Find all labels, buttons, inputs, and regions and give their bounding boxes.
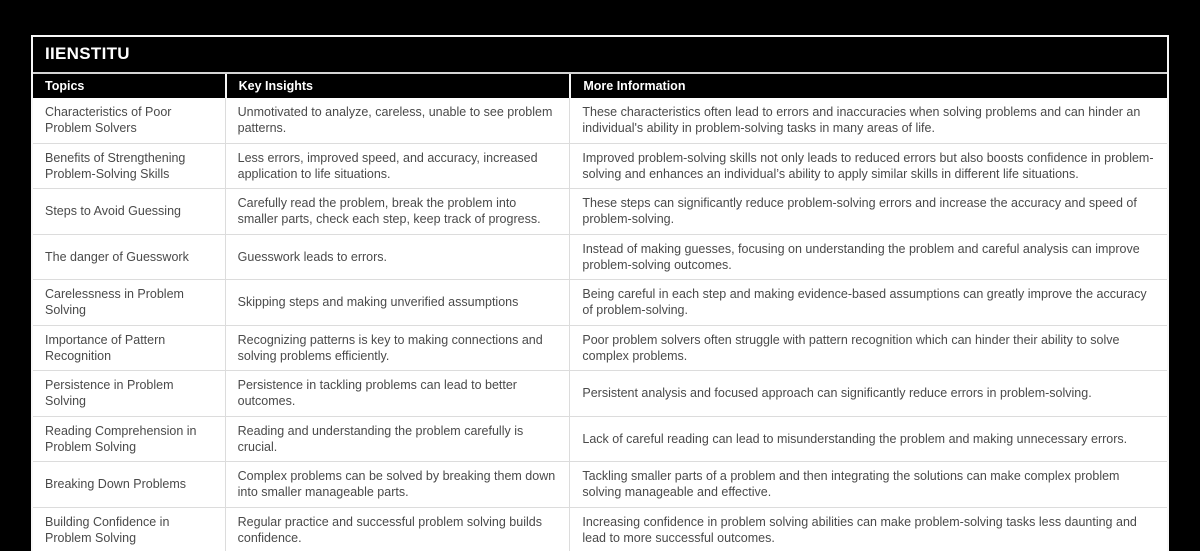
topic-cell: Reading Comprehension in Problem Solving: [33, 417, 225, 463]
table-row: [33, 371, 1167, 417]
table-row: [33, 508, 1167, 551]
topic-cell: Carelessness in Problem Solving: [33, 280, 225, 326]
insight-cell: Reading and understanding the problem carefully is crucial.: [225, 417, 570, 463]
table-row: [33, 417, 1167, 463]
topic-cell: Breaking Down Problems: [33, 462, 225, 508]
insight-cell: Persistence in tackling problems can lead to better outcomes.: [225, 371, 570, 417]
topic-cell: Importance of Pattern Recognition: [33, 326, 225, 372]
table-row: [33, 326, 1167, 372]
insight-cell: Regular practice and successful problem solving builds confidence.: [225, 508, 570, 551]
insight-cell: Less errors, improved speed, and accuracy, increased application to life situations.: [225, 144, 570, 190]
topic-cell: Steps to Avoid Guessing: [33, 189, 225, 235]
info-cell: Increasing confidence in problem solving abilities can make problem-solving tasks less daunting and lead to more successful outcomes.: [569, 508, 1167, 551]
insight-cell: Carefully read the problem, break the problem into smaller parts, check each step, keep track of progress.: [225, 189, 570, 235]
table-row: [33, 280, 1167, 326]
info-cell: Lack of careful reading can lead to misunderstanding the problem and making unnecessary errors.: [569, 417, 1167, 463]
topic-cell: Characteristics of Poor Problem Solvers: [33, 98, 225, 144]
insight-cell: Complex problems can be solved by breaking them down into smaller manageable parts.: [225, 462, 570, 508]
table-row: [33, 189, 1167, 235]
table-row: [33, 235, 1167, 281]
topic-cell: Persistence in Problem Solving: [33, 371, 225, 417]
table-body: [33, 98, 1167, 551]
insight-cell: Guesswork leads to errors.: [225, 235, 570, 281]
topic-cell: Building Confidence in Problem Solving: [33, 508, 225, 551]
problem-solving-table: [33, 74, 1167, 551]
info-cell: These steps can significantly reduce problem-solving errors and increase the accuracy and speed of problem-solving.: [569, 189, 1167, 235]
info-cell: Improved problem-solving skills not only leads to reduced errors but also boosts confidence in problem-solving and enhances an individual’s ability to apply similar skills in different life situations.: [569, 144, 1167, 190]
table-header-row: [33, 74, 1167, 98]
table-row: [33, 98, 1167, 144]
column-header-key-insights: Key Insights: [225, 74, 570, 98]
topic-cell: Benefits of Strengthening Problem-Solving Skills: [33, 144, 225, 190]
info-cell: Being careful in each step and making evidence-based assumptions can greatly improve the accuracy of problem-solving.: [569, 280, 1167, 326]
insight-cell: Skipping steps and making unverified assumptions: [225, 280, 570, 326]
info-cell: Tackling smaller parts of a problem and then integrating the solutions can make complex problem solving manageable and effective.: [569, 462, 1167, 508]
brand-title: IIENSTITU: [33, 37, 1167, 74]
column-header-topics: Topics: [33, 74, 225, 98]
column-header-more-information: More Information: [569, 74, 1167, 98]
insight-cell: Unmotivated to analyze, careless, unable to see problem patterns.: [225, 98, 570, 144]
table-frame: [31, 35, 1169, 551]
table-row: [33, 144, 1167, 190]
info-cell: Persistent analysis and focused approach can significantly reduce errors in problem-solving.: [569, 371, 1167, 417]
info-cell: Instead of making guesses, focusing on understanding the problem and careful analysis can improve problem-solving outcomes.: [569, 235, 1167, 281]
topic-cell: The danger of Guesswork: [33, 235, 225, 281]
insight-cell: Recognizing patterns is key to making connections and solving problems efficiently.: [225, 326, 570, 372]
info-cell: Poor problem solvers often struggle with pattern recognition which can hinder their ability to solve complex problems.: [569, 326, 1167, 372]
table-row: [33, 462, 1167, 508]
info-cell: These characteristics often lead to errors and inaccuracies when solving problems and can hinder an individual's ability in problem-solving tasks in many areas of life.: [569, 98, 1167, 144]
